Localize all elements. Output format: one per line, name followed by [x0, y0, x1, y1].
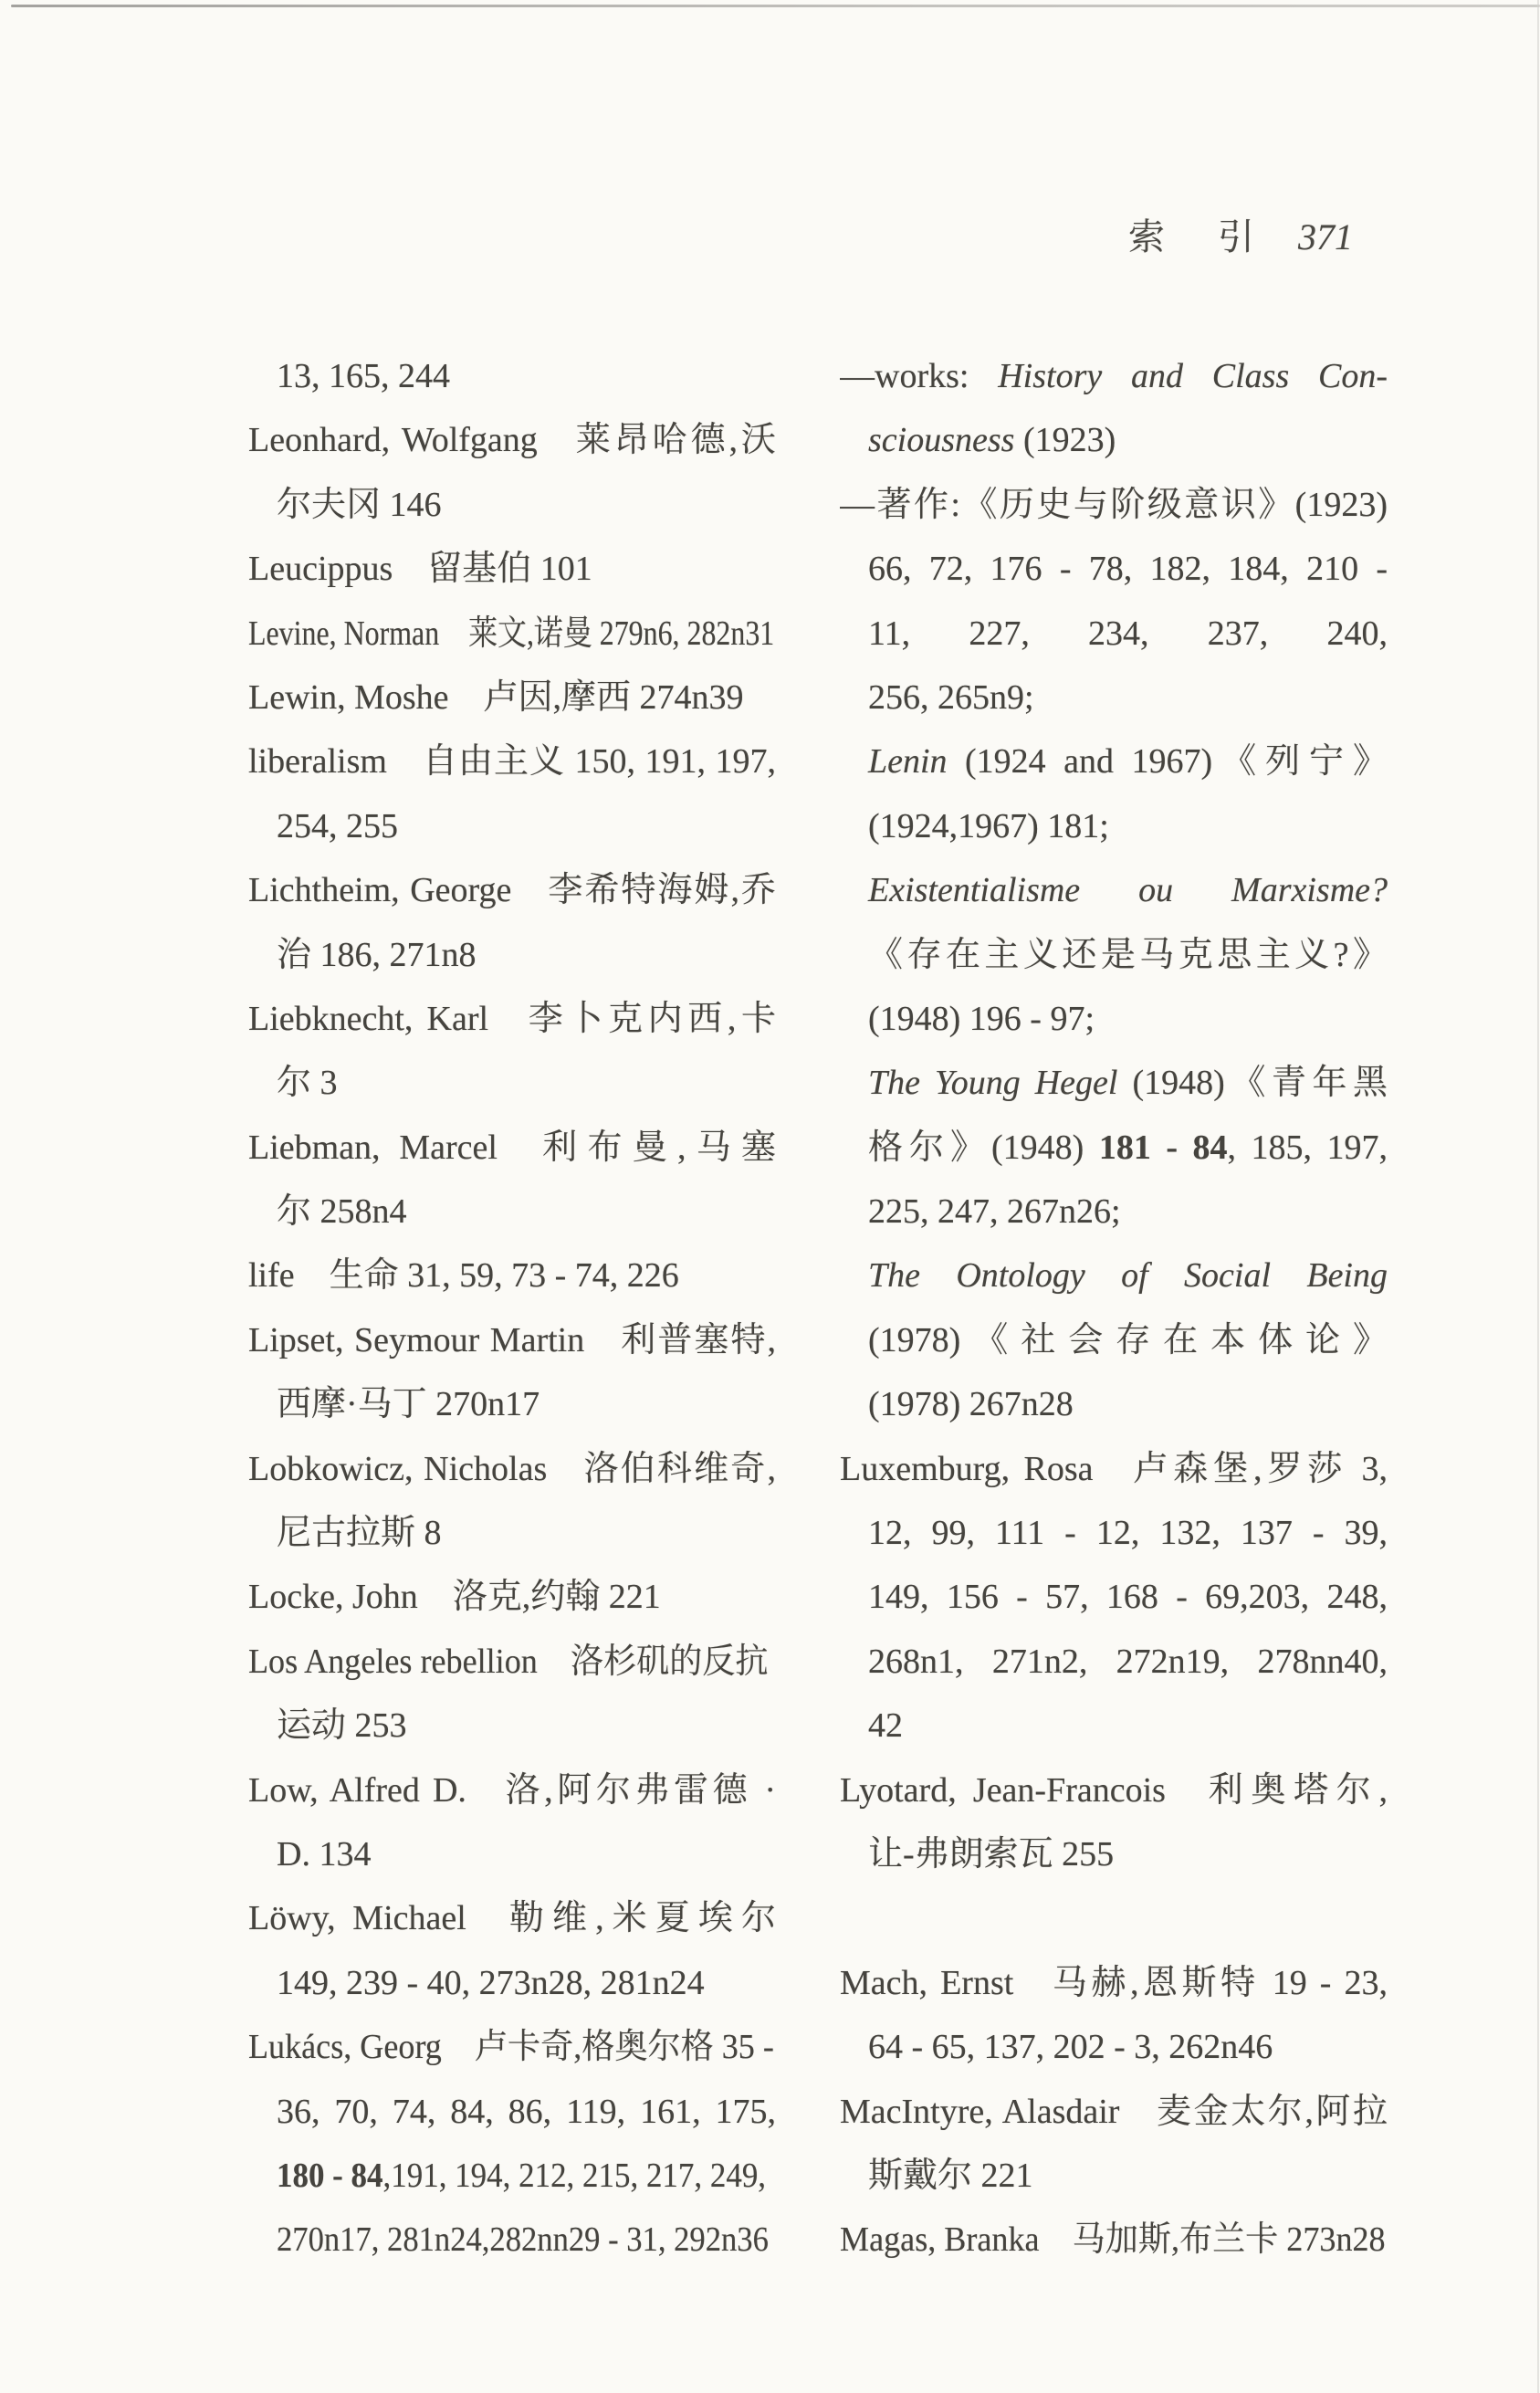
index-column-left	[248, 344, 776, 2272]
running-header	[1128, 217, 1353, 257]
index-text: 13, 165, 244	[277, 357, 450, 395]
index-text: 64 - 65, 137, 202 - 3, 262n46	[868, 2028, 1273, 2067]
index-line	[840, 537, 1388, 601]
index-text: Levine, Norman 莱文,诺曼 279n6, 282n31	[248, 614, 775, 653]
index-line	[248, 1244, 776, 1307]
index-text: MacIntyre, Alasdair 麦金太尔,阿拉	[840, 2092, 1388, 2131]
index-text: 149, 239 - 40, 273n28, 281n24	[277, 1963, 705, 2002]
index-text: ,191, 194, 212, 215, 217, 249,	[382, 2156, 767, 2195]
work-title: History and Class Con-	[998, 357, 1388, 395]
index-text: Liebman, Marcel 利布曼,马塞	[248, 1128, 776, 1167]
index-line	[840, 2080, 1388, 2144]
index-line	[248, 1308, 776, 1372]
index-text: (1978)《社会存在本体论》	[868, 1320, 1388, 1359]
index-text: 尔 3	[277, 1064, 338, 1103]
index-line	[248, 2144, 776, 2208]
work-title: Lenin	[868, 742, 966, 782]
index-line	[248, 1116, 776, 1180]
index-line	[840, 729, 1388, 793]
index-line	[248, 1501, 776, 1565]
index-text: Los Angeles rebellion 洛杉矶的反抗	[248, 1642, 769, 1681]
index-line	[840, 1116, 1388, 1180]
index-text: (1948) 196 - 97;	[868, 999, 1095, 1038]
index-text: (1924 and 1967)《列宁》	[965, 742, 1388, 782]
index-text: Lobkowicz, Nicholas 洛伯科维奇,	[248, 1449, 776, 1488]
index-line	[248, 1372, 776, 1436]
index-line	[248, 1180, 776, 1244]
index-text: Mach, Ernst 马赫,恩斯特 19 - 23,	[840, 1963, 1388, 2002]
work-title: sciousness	[868, 421, 1023, 460]
index-text: 12, 99, 111 - 12, 132, 137 - 39,	[868, 1514, 1388, 1553]
index-line	[248, 1951, 776, 2015]
index-text: 36, 70, 74, 84, 86, 119, 161, 175,	[277, 2092, 776, 2131]
index-text: 《存在主义还是马克思主义?》	[868, 935, 1388, 974]
index-line	[248, 1630, 776, 1694]
index-line	[248, 987, 776, 1051]
index-text: Liebknecht, Karl 李卜克内西,卡	[248, 999, 776, 1038]
index-text: 11, 227, 234, 237, 240,	[868, 614, 1388, 653]
index-text: 256, 265n9;	[868, 677, 1034, 717]
index-line	[840, 408, 1388, 472]
index-line	[248, 858, 776, 922]
index-line	[840, 2208, 1388, 2272]
index-text: Leucippus 留基伯 101	[248, 550, 592, 589]
index-text: (1923)	[1022, 421, 1116, 460]
index-text: —著作:《历史与阶级意识》(1923)	[840, 485, 1388, 524]
index-line	[840, 1437, 1388, 1501]
index-text: , 185, 197,	[1227, 1128, 1388, 1167]
index-text: (1978) 267n28	[868, 1385, 1074, 1424]
work-title: The Ontology of Social Being	[868, 1256, 1388, 1296]
index-line	[840, 344, 1388, 408]
index-text: 斯戴尔 221	[868, 2156, 1033, 2195]
work-title: Existentialisme ou Marxisme?	[868, 871, 1388, 910]
index-line	[248, 1694, 776, 1758]
index-line	[840, 923, 1388, 987]
index-text: liberalism 自由主义 150, 191, 197,	[248, 742, 776, 782]
index-text: 西摩·马丁 270n17	[277, 1385, 540, 1424]
index-text: 149, 156 - 57, 168 - 69,203, 248,	[868, 1578, 1388, 1617]
index-line	[248, 408, 776, 472]
index-line	[248, 537, 776, 601]
index-line	[840, 794, 1388, 858]
index-line	[248, 1822, 776, 1886]
index-line	[840, 1372, 1388, 1436]
index-line	[840, 2144, 1388, 2208]
scan-edge-top	[11, 5, 1540, 7]
work-title: The Young Hegel	[868, 1064, 1133, 1103]
header-section-char-2: 引	[1218, 216, 1254, 257]
index-line	[840, 1180, 1388, 1244]
index-text: Lipset, Seymour Martin 利普塞特,	[248, 1320, 776, 1359]
scan-edge-right	[1537, 0, 1539, 2393]
index-line	[248, 602, 776, 666]
index-text: 治 186, 271n8	[277, 935, 477, 974]
index-line	[248, 794, 776, 858]
index-line	[248, 729, 776, 793]
index-line	[248, 344, 776, 408]
index-line	[840, 1951, 1388, 2015]
index-text: 让-弗朗索瓦 255	[868, 1834, 1115, 1873]
index-line	[248, 2080, 776, 2144]
index-line	[840, 473, 1388, 537]
index-line	[840, 1822, 1388, 1886]
index-text: —works:	[840, 357, 999, 395]
index-text: 42	[868, 1706, 903, 1746]
bold-locator: 180 - 84	[277, 2156, 383, 2195]
index-text: 66, 72, 176 - 78, 182, 184, 210 -	[868, 550, 1388, 589]
index-text: 格尔》(1948)	[868, 1128, 1099, 1167]
index-line	[248, 1051, 776, 1115]
index-text: 尼古拉斯 8	[277, 1514, 442, 1553]
bold-locator: 181 - 84	[1098, 1128, 1228, 1167]
index-line	[840, 987, 1388, 1051]
index-text: 尔 258n4	[277, 1192, 407, 1232]
index-text: 尔夫冈 146	[277, 485, 442, 524]
index-text: Löwy, Michael 勒维,米夏埃尔	[248, 1899, 776, 1938]
index-text: Magas, Branka 马加斯,布兰卡 273n28	[840, 2220, 1386, 2260]
index-line	[248, 1758, 776, 1822]
index-text: (1948)《青年黑	[1132, 1064, 1388, 1103]
index-text: Lewin, Moshe 卢因,摩西 274n39	[248, 677, 744, 717]
index-column-right	[840, 344, 1388, 2272]
index-text: 268n1, 271n2, 272n19, 278nn40,	[868, 1642, 1388, 1681]
index-text: Leonhard, Wolfgang 莱昂哈德,沃	[248, 421, 776, 460]
index-line	[248, 2015, 776, 2079]
index-text: Low, Alfred D. 洛,阿尔弗雷德 ·	[248, 1770, 776, 1810]
index-text: 254, 255	[277, 806, 398, 845]
index-line	[840, 602, 1388, 666]
index-text: Luxemburg, Rosa 卢森堡,罗莎 3,	[840, 1449, 1388, 1488]
index-line	[248, 1886, 776, 1950]
index-line	[840, 2015, 1388, 2079]
index-line	[840, 1051, 1388, 1115]
index-line	[840, 1694, 1388, 1758]
index-line	[248, 923, 776, 987]
index-line	[840, 1308, 1388, 1372]
page-number: 371	[1298, 216, 1353, 257]
index-line	[840, 1501, 1388, 1565]
index-text: Locke, John 洛克,约翰 221	[248, 1578, 661, 1617]
index-text: D. 134	[277, 1834, 372, 1873]
index-text: life 生命 31, 59, 73 - 74, 226	[248, 1256, 679, 1296]
index-text: 运动 253	[277, 1706, 407, 1746]
index-text: 270n17, 281n24,282nn29 - 31, 292n36	[277, 2220, 769, 2260]
header-section-char-1: 索	[1128, 216, 1165, 257]
index-line	[248, 1437, 776, 1501]
index-line	[840, 1758, 1388, 1822]
index-line	[840, 858, 1388, 922]
index-text: Lichtheim, George 李希特海姆,乔	[248, 871, 776, 910]
index-text: 225, 247, 267n26;	[868, 1192, 1121, 1232]
index-line	[248, 666, 776, 729]
index-line	[840, 1565, 1388, 1629]
index-text: (1924,1967) 181;	[868, 806, 1109, 845]
index-line	[840, 1244, 1388, 1307]
index-line	[248, 1565, 776, 1629]
index-line	[840, 666, 1388, 729]
blank-line	[840, 1886, 1388, 1950]
index-text: Lyotard, Jean-Francois 利奥塔尔,	[840, 1770, 1388, 1810]
index-line	[248, 2208, 776, 2272]
index-text: Lukács, Georg 卢卡奇,格奥尔格 35 -	[248, 2028, 774, 2067]
index-line	[248, 473, 776, 537]
index-line	[840, 1630, 1388, 1694]
